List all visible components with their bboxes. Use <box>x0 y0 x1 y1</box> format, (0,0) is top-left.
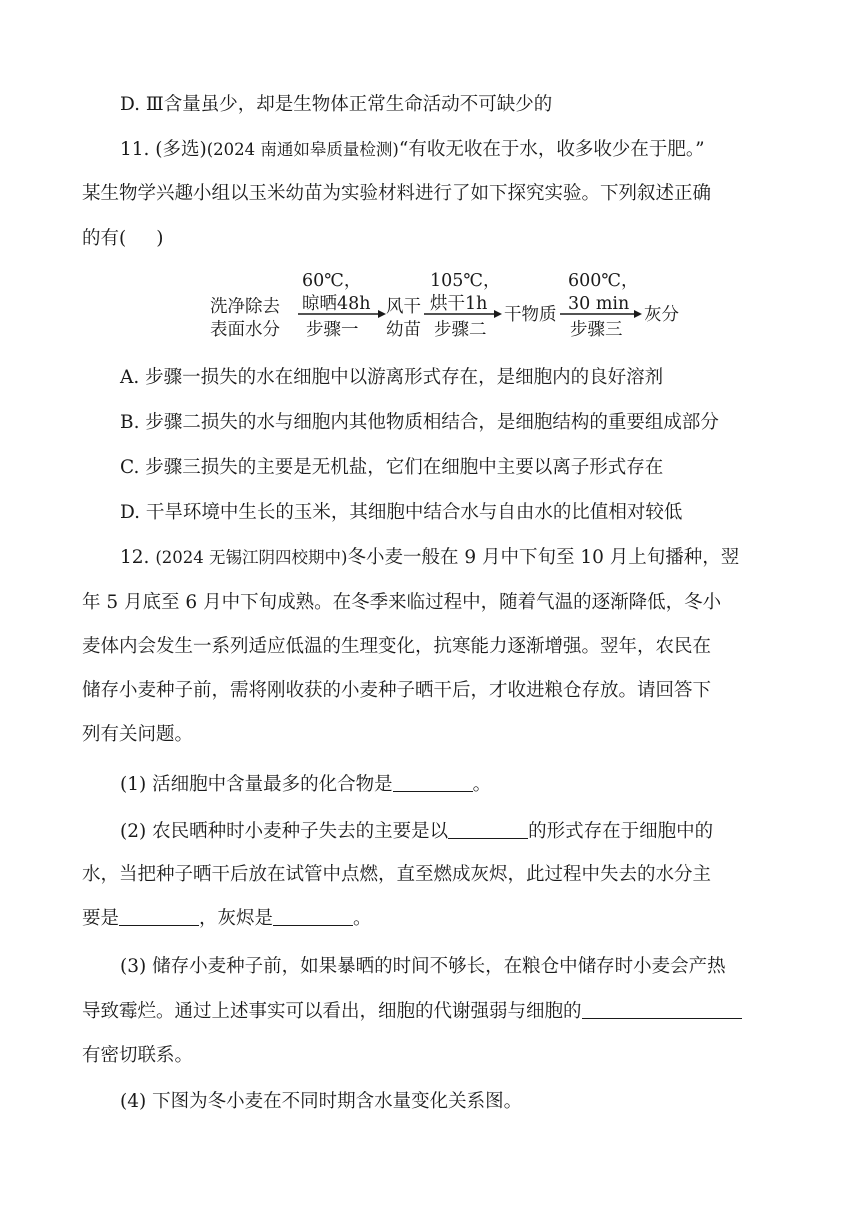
step1-condition-2: 晾晒48h <box>302 294 371 314</box>
question-12-line-5: 列有关问题。 <box>82 724 194 745</box>
option-b: B. 步骤二损失的水与细胞内其他物质相结合，是细胞结构的重要组成部分 <box>120 412 719 433</box>
answer-blank-2b[interactable] <box>119 907 199 926</box>
option-d-prev: D. Ⅲ含量虽少，却是生物体正常生命活动不可缺少的 <box>120 94 553 115</box>
option-c: C. 步骤三损失的主要是无机盐，它们在细胞中主要以离子形式存在 <box>120 457 664 478</box>
flow-end: 灰分 <box>644 305 679 325</box>
question-quote: “有收无收在于水，收多收少在于肥。” <box>398 139 705 160</box>
step1-condition-1: 60℃， <box>302 271 362 291</box>
step2-label: 步骤二 <box>434 320 487 340</box>
answer-blank-1[interactable] <box>393 773 473 792</box>
question-number: 12. <box>120 547 156 568</box>
question-12-line-2: 年 5 月底至 6 月中下旬成熟。在冬季来临过程中，随着气温的逐渐降低，冬小 <box>82 592 722 613</box>
subquestion-2-line-1: (2) 农民晒种时小麦种子失去的主要是以 的形式存在于细胞中的 <box>120 821 714 842</box>
option-d: D. 干旱环境中生长的玉米，其细胞中结合水与自由水的比值相对较低 <box>120 502 683 523</box>
arrow-step1-head <box>378 310 386 318</box>
arrow-step3-head <box>634 310 642 318</box>
question-11-line-2: 某生物学兴趣小组以玉米幼苗为实验材料进行了如下探究实验。下列叙述正确 <box>82 183 712 204</box>
option-a: A. 步骤一损失的水在细胞中以游离形式存在，是细胞内的良好溶剂 <box>120 367 664 388</box>
experiment-flow-diagram <box>210 266 690 342</box>
step1-label: 步骤一 <box>306 320 359 340</box>
subquestion-3-line-1: (3) 储存小麦种子前，如果暴晒的时间不够长，在粮仓中储存时小麦会产热 <box>120 956 726 977</box>
answer-blank-3[interactable] <box>582 1000 742 1019</box>
question-11-line-3: 的有( ) <box>82 228 164 249</box>
step2-condition-1: 105℃， <box>430 271 501 291</box>
question-source: (2024 南通如皋质量检测) <box>206 140 399 159</box>
question-12-line-1: 12. (2024 无锡江阴四校期中)冬小麦一般在 9 月中下旬至 10 月上旬播种，翌 <box>120 547 740 568</box>
step3-condition-1: 600℃， <box>568 271 639 291</box>
flow-mid1-l1: 风干 <box>386 297 421 317</box>
flow-start-l1: 洗净除去 <box>210 297 280 317</box>
subquestion-4: (4) 下图为冬小麦在不同时期含水量变化关系图。 <box>120 1091 523 1112</box>
subquestion-2-line-3: 要是 ，灰烬是 。 <box>82 908 372 929</box>
subquestion-3-line-3: 有密切联系。 <box>82 1045 194 1066</box>
flow-start-l2: 表面水分 <box>210 320 280 340</box>
answer-blank-2a[interactable] <box>448 820 528 839</box>
step3-condition-2: 30 min <box>568 294 630 314</box>
question-11-line-1 <box>120 137 820 163</box>
flow-mid1-l2: 幼苗 <box>386 320 421 340</box>
question-12-line-4: 储存小麦种子前，需将刚收获的小麦种子晒干后，才收进粮仓存放。请回答下 <box>82 680 712 701</box>
subquestion-2-line-2: 水，当把种子晒干后放在试管中点燃，直至燃成灰烬，此过程中失去的水分主 <box>82 864 712 885</box>
subquestion-3-line-2: 导致霉烂。通过上述事实可以看出，细胞的代谢强弱与细胞的 <box>82 999 782 1025</box>
question-source: (2024 无锡江阴四校期中) <box>155 548 348 567</box>
answer-blank-2c[interactable] <box>273 907 353 926</box>
flow-mid2: 干物质 <box>504 305 557 325</box>
question-number: 11. (多选) <box>120 139 207 160</box>
subquestion-1: (1) 活细胞中含量最多的化合物是 。 <box>120 774 492 795</box>
arrow-step2-head <box>494 310 502 318</box>
step2-condition-2: 烘干1h <box>430 294 488 314</box>
step3-label: 步骤三 <box>570 320 623 340</box>
question-12-line-3: 麦体内会发生一系列适应低温的生理变化，抗寒能力逐渐增强。翌年，农民在 <box>82 636 712 657</box>
